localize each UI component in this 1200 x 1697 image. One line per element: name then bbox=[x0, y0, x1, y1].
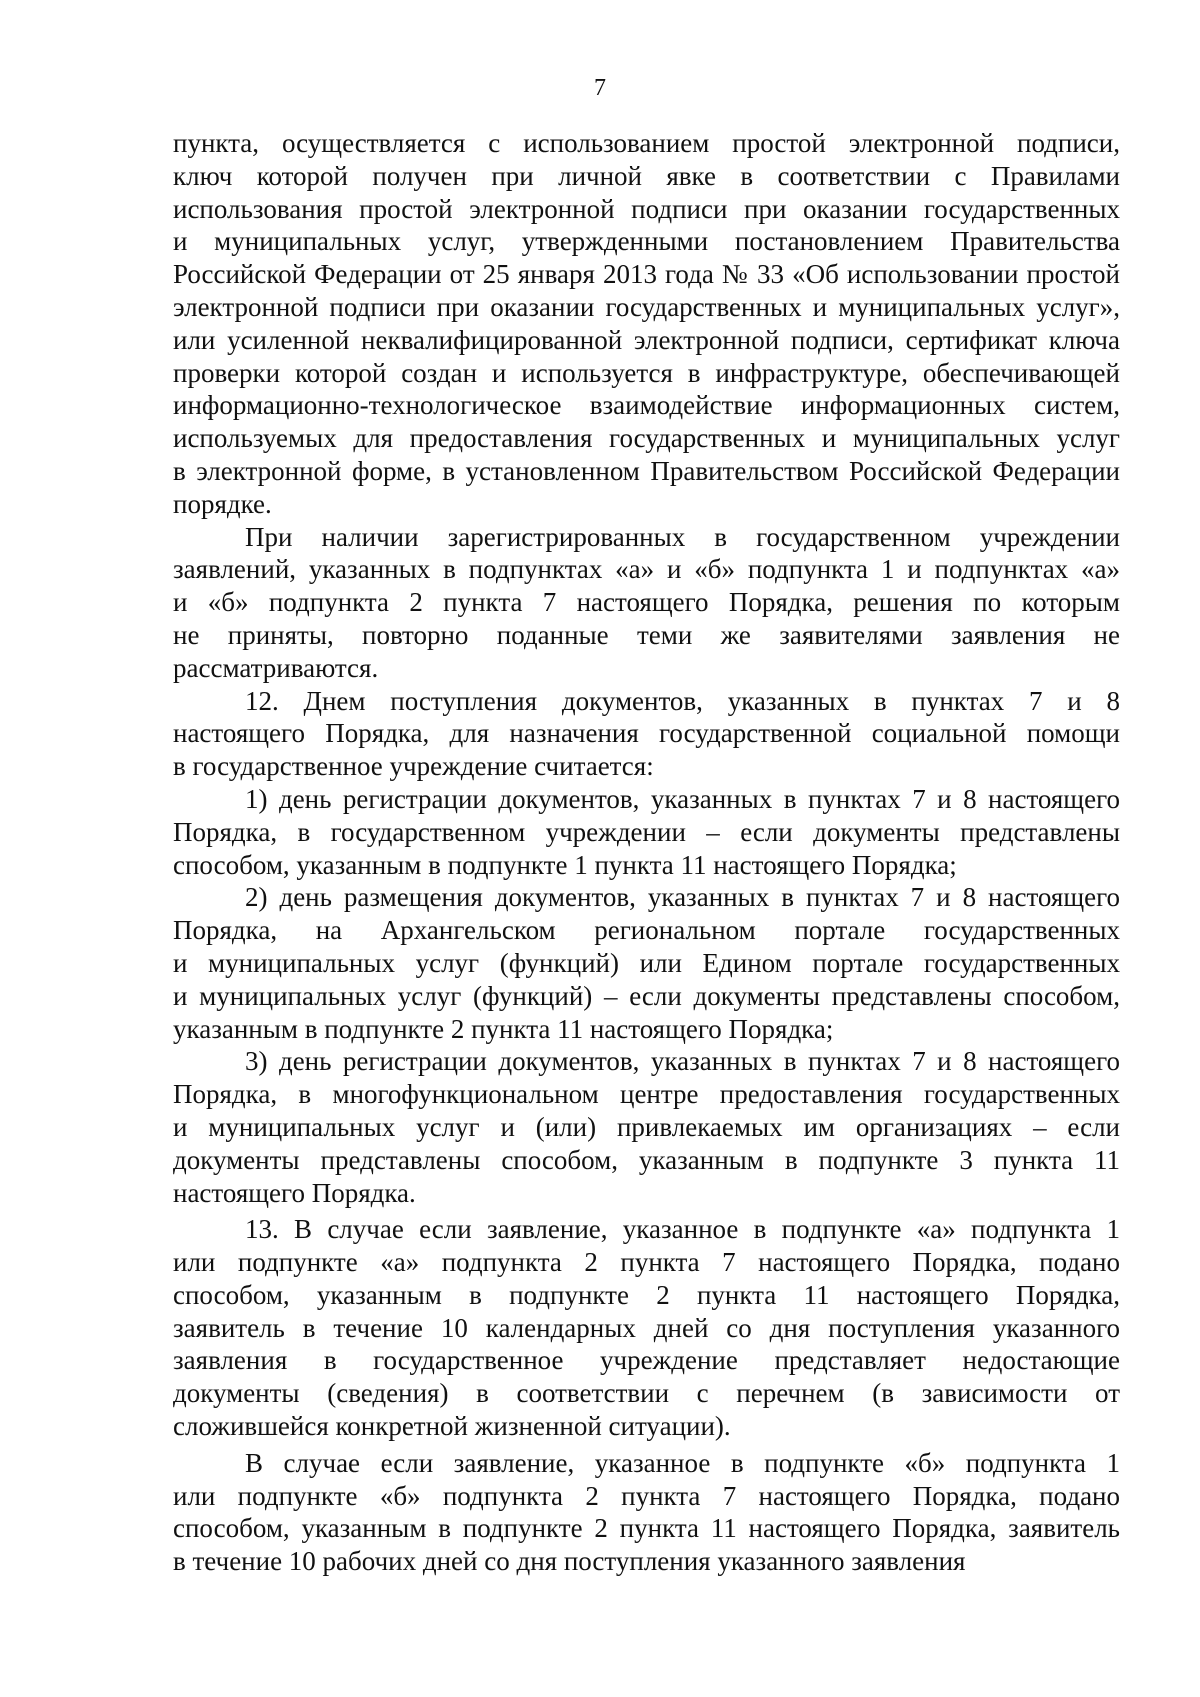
text-line: и муниципальных услуг (функций) или Едином портале государственных bbox=[173, 947, 1120, 978]
text-line: или подпункте «а» подпункта 2 пункта 7 настоящего Порядка, подано bbox=[173, 1247, 1120, 1278]
text-line: используемых для предоставления государственных и муниципальных услуг bbox=[173, 423, 1120, 454]
text-line: ключ которой получен при личной явке в соответствии с Правилами bbox=[173, 160, 1120, 191]
text-line: информационно-технологическое взаимодействие информационных систем, bbox=[173, 390, 1120, 421]
text-line: Порядка, на Архангельском региональном портале государственных bbox=[173, 915, 1120, 946]
text-line: или усиленной неквалифицированной электронной подписи, сертификат ключа bbox=[173, 324, 1120, 355]
text-line: документы (сведения) в соответствии с перечнем (в зависимости от bbox=[173, 1378, 1120, 1409]
text-line: 3) день регистрации документов, указанных в пунктах 7 и 8 настоящего bbox=[245, 1046, 1120, 1077]
text-line: В случае если заявление, указанное в подпункте «б» подпункта 1 bbox=[245, 1447, 1120, 1478]
text-line: и муниципальных услуг и (или) привлекаемых им организациях – если bbox=[173, 1111, 1120, 1142]
text-line: и «б» подпункта 2 пункта 7 настоящего Порядка, решения по которым bbox=[173, 587, 1120, 618]
document-body bbox=[173, 127, 1120, 1578]
paragraph bbox=[173, 1213, 1120, 1443]
text-line: 12. Днем поступления документов, указанных в пунктах 7 и 8 bbox=[245, 685, 1120, 716]
text-line: способом, указанным в подпункте 2 пункта 11 настоящего Порядка, заявитель bbox=[173, 1513, 1120, 1544]
text-line: заявитель в течение 10 календарных дней со дня поступления указанного bbox=[173, 1312, 1120, 1343]
text-line: использования простой электронной подписи при оказании государственных bbox=[173, 193, 1120, 224]
text-line: При наличии зарегистрированных в государственном учреждении bbox=[245, 521, 1120, 552]
paragraph bbox=[173, 783, 1120, 881]
paragraph bbox=[173, 127, 1120, 521]
text-line: рассматриваются. bbox=[173, 652, 379, 683]
text-line: в течение 10 рабочих дней со дня поступления указанного заявления bbox=[173, 1546, 966, 1577]
paragraph bbox=[173, 1447, 1120, 1578]
paragraph bbox=[173, 521, 1120, 685]
paragraph bbox=[173, 685, 1120, 783]
text-line: Порядка, в государственном учреждении – если документы представлены bbox=[173, 816, 1120, 847]
text-line: электронной подписи при оказании государственных и муниципальных услуг», bbox=[173, 291, 1120, 322]
text-line: или подпункте «б» подпункта 2 пункта 7 настоящего Порядка, подано bbox=[173, 1480, 1120, 1511]
text-line: 2) день размещения документов, указанных в пунктах 7 и 8 настоящего bbox=[245, 882, 1120, 913]
text-line: не приняты, повторно поданные теми же заявителями заявления не bbox=[173, 619, 1120, 650]
text-line: проверки которой создан и используется в инфраструктуре, обеспечивающей bbox=[173, 357, 1120, 388]
text-line: в государственное учреждение считается: bbox=[173, 751, 654, 782]
text-line: 1) день регистрации документов, указанных в пунктах 7 и 8 настоящего bbox=[245, 783, 1120, 814]
text-line: и муниципальных услуг, утвержденными постановлением Правительства bbox=[173, 226, 1120, 257]
text-line: пункта, осуществляется с использованием простой электронной подписи, bbox=[173, 128, 1120, 158]
text-line: настоящего Порядка. bbox=[173, 1177, 416, 1208]
text-line: заявления в государственное учреждение представляет недостающие bbox=[173, 1345, 1120, 1376]
paragraph bbox=[173, 881, 1120, 1045]
text-line: способом, указанным в подпункте 1 пункта 11 настоящего Порядка; bbox=[173, 849, 957, 880]
page-number: 7 bbox=[594, 75, 606, 101]
text-line: заявлений, указанных в подпунктах «а» и «б» подпункта 1 и подпунктах «а» bbox=[173, 554, 1120, 585]
text-line: Российской Федерации от 25 января 2013 года № 33 «Об использовании простой bbox=[173, 259, 1120, 290]
text-line: сложившейся конкретной жизненной ситуации). bbox=[173, 1411, 731, 1442]
text-line: способом, указанным в подпункте 2 пункта 11 настоящего Порядка, bbox=[173, 1279, 1120, 1310]
text-line: 13. В случае если заявление, указанное в подпункте «а» подпункта 1 bbox=[245, 1214, 1120, 1245]
text-line: указанным в подпункте 2 пункта 11 настоящего Порядка; bbox=[173, 1013, 834, 1044]
text-line: Порядка, в многофункциональном центре предоставления государственных bbox=[173, 1079, 1120, 1110]
text-line: настоящего Порядка, для назначения государственной социальной помощи bbox=[173, 718, 1120, 749]
text-line: документы представлены способом, указанным в подпункте 3 пункта 11 bbox=[173, 1144, 1120, 1175]
text-line: порядке. bbox=[173, 488, 272, 519]
text-line: в электронной форме, в установленном Правительством Российской Федерации bbox=[173, 455, 1120, 486]
text-line: и муниципальных услуг (функций) – если документы представлены способом, bbox=[173, 980, 1120, 1011]
paragraph bbox=[173, 1045, 1120, 1209]
